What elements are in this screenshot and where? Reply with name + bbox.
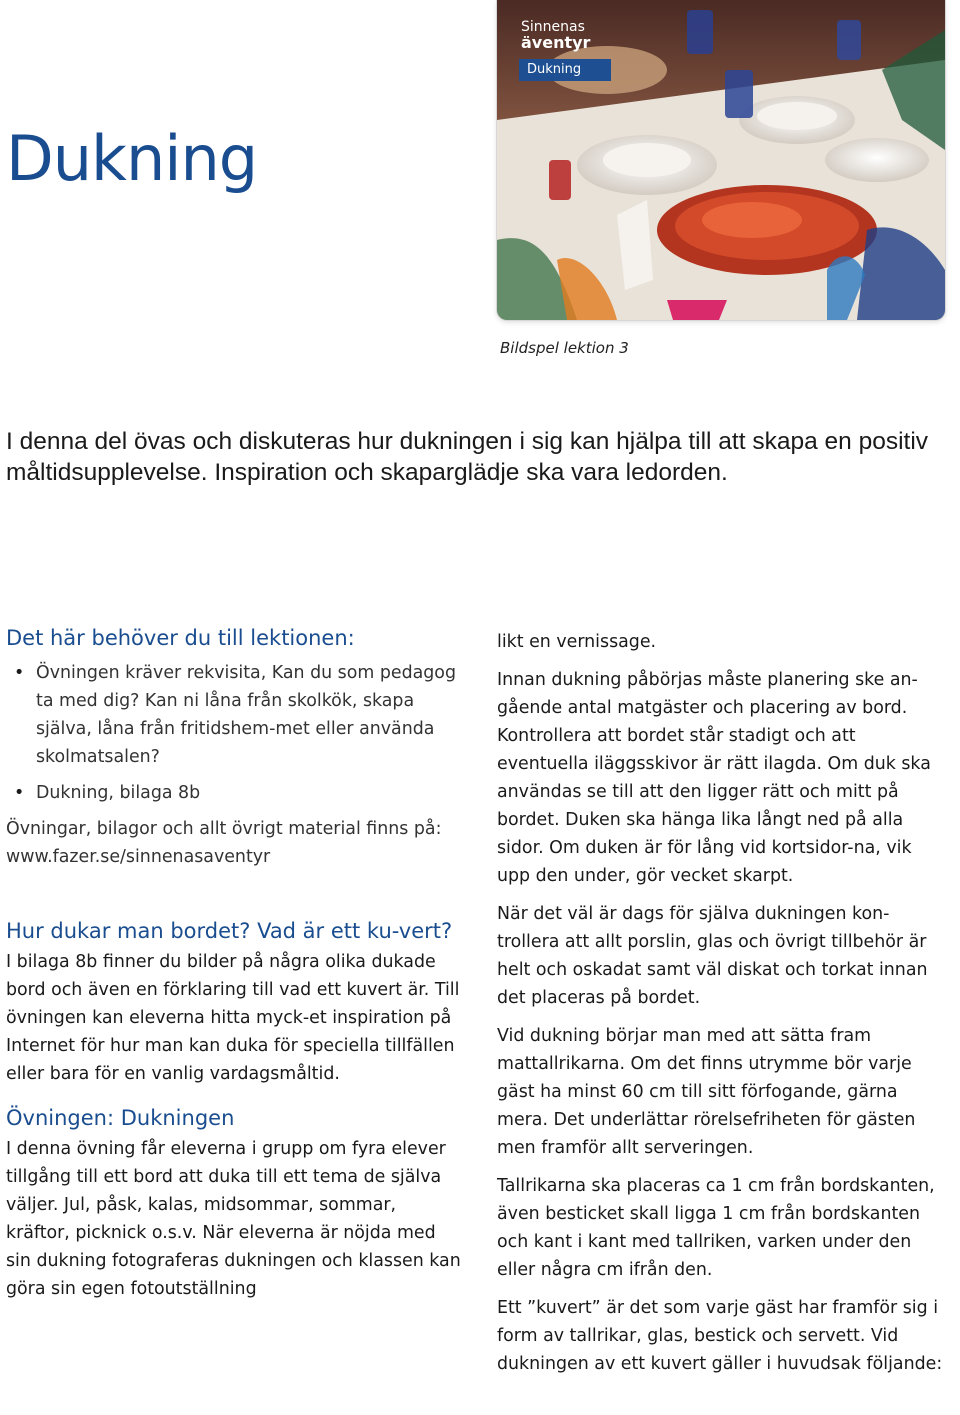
intro-paragraph: I denna del övas och diskuteras hur dukningen i sig kan hjälpa till att skapa en positiv måltidsupplevelse. Inspiration och skaparglädje ska vara ledorden. (6, 428, 929, 486)
needs-heading: Det här behöver du till lektionen: (6, 626, 355, 650)
how-heading: Hur dukar man bordet? Vad är ett ku-vert? (6, 919, 453, 943)
paragraph: Ett ”kuvert” är det som varje gäst har framför sig i form av tallrikar, glas, bestick och servett. Vid dukningen av ett kuvert gäller i huvudsak följande: (497, 1298, 943, 1374)
needs-list (6, 659, 462, 807)
needs-item: • Dukning, bilaga 8b (6, 779, 462, 807)
paragraph: Innan dukning påbörjas måste planering ske an-gående antal matgäster och placering av bord. Kontrollera att bordet står stadigt och att eventuella iläggsskivor är rätt ilagda. Om duk ska användas se till att den ligger rätt och mitt på bordet. Duken ska hänga lika långt ned på alla sidor. Om duken är för lång vid kortsidor-na, vik upp den under, gör vecket skarpt. (497, 670, 931, 886)
paragraph: När det väl är dags för själva dukningen kon-trollera att allt porslin, glas och övrigt tillbehör är helt och oskadat samt väl diskat och torkat innan det placeras på bordet. (497, 904, 928, 1008)
material-text: Övningar, bilagor och allt övrigt material finns på: www.fazer.se/sinnenasaventyr (6, 819, 442, 867)
brand-logo (521, 20, 590, 51)
exercise-heading: Övningen: Dukningen (6, 1106, 235, 1130)
brand-line-1: Sinnenas (521, 19, 585, 35)
paragraph: Tallrikarna ska placeras ca 1 cm från bordskanten, även besticket skall ligga 1 cm från bordskanten och kant i kant med tallriken, varken under den eller några cm ifrån den. (497, 1176, 935, 1280)
needs-item: • Övningen kräver rekvisita, Kan du som pedagog ta med dig? Kan ni låna från skolkök, skapa själva, låna från fritidshem-met eller använda skolmatsalen? (6, 659, 462, 771)
exercise-text: I denna övning får eleverna i grupp om fyra elever tillgång till ett bord att duka till ett tema de själva väljer. Jul, påsk, kalas, midsommar, sommar, kräftor, picknick o.s.v. När eleverna är nöjda med sin dukning fotograferas dukningen och klassen kan göra sin egen fotoutställning (6, 1139, 461, 1299)
brand-line-2: äventyr (521, 33, 591, 52)
right-column (497, 628, 947, 1388)
slide-title-tab: Dukning (519, 59, 611, 81)
lesson-image-card (497, 0, 945, 320)
paragraph: likt en vernissage. (497, 632, 657, 652)
left-column (6, 622, 462, 1311)
page-title: Dukning (6, 122, 258, 195)
how-text: I bilaga 8b finner du bilder på några olika dukade bord och även en förklaring till vad ett kuvert är. Till övningen kan eleverna hitta myck-et inspiration på Internet för hur man kan duka för speciella tillfällen eller bara för en vanlig vardagsmåltid. (6, 952, 460, 1084)
image-caption: Bildspel lektion 3 (500, 339, 629, 357)
paragraph: Vid dukning börjar man med att sätta fram mattallrikarna. Om det finns utrymme bör varje gäst ha minst 60 cm till sitt förfogande, gärna mera. Det underlättar rörelsefriheten för gästen men framför allt serveringen. (497, 1026, 916, 1158)
